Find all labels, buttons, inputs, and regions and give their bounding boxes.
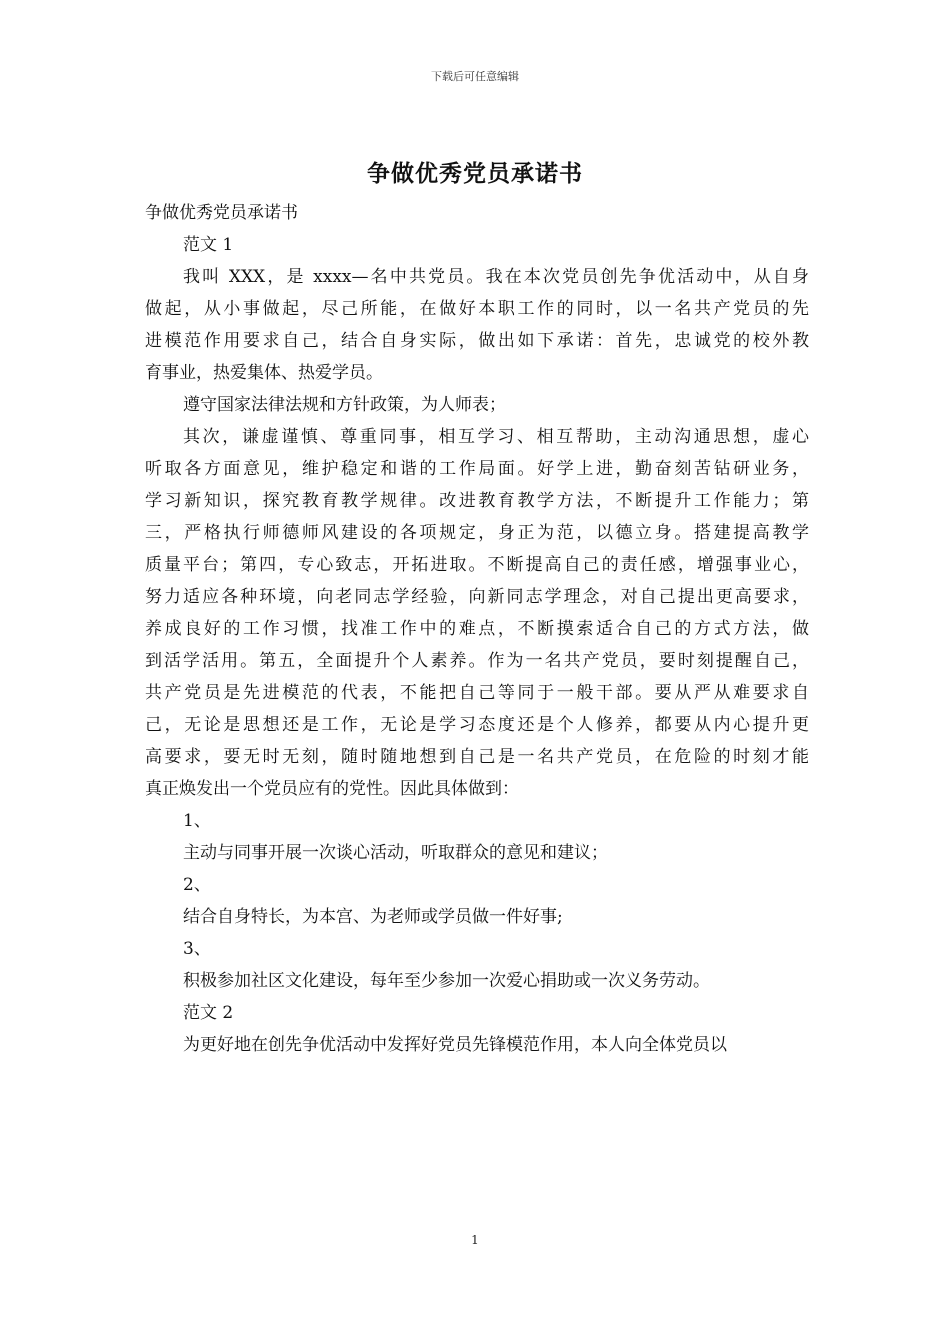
text-line: 己，无论是思想还是工作，无论是学习态度还是个人修养，都要从内心提升更 [145, 715, 809, 735]
text-line: 真正焕发出一个党员应有的党性。因此具体做到： [145, 779, 519, 799]
text-line: 做起，从小事做起，尽己所能，在做好本职工作的同时，以一名共产党员的先 [145, 299, 809, 319]
text-line: 其次，谦虚谨慎、尊重同事，相互学习、相互帮助，主动沟通思想，虚心 [183, 427, 809, 447]
list-number-3: 3、 [183, 939, 211, 959]
page-number: 1 [471, 1233, 479, 1247]
document-title: 争做优秀党员承诺书 [367, 160, 583, 187]
text-line: 进模范作用要求自己，结合自身实际，做出如下承诺：首先，忠诚党的校外教 [145, 331, 809, 351]
header-note: 下载后可任意编辑 [431, 70, 519, 83]
list-item-2: 结合自身特长，为本宫、为老师或学员做一件好事; [183, 907, 563, 927]
list-item-3: 积极参加社区文化建设，每年至少参加一次爱心捐助或一次义务劳动。 [183, 971, 710, 991]
text-line: 听取各方面意见，维护稳定和谐的工作局面。好学上进，勤奋刻苦钻研业务， [145, 459, 809, 479]
paragraph-commitments [145, 421, 809, 805]
text-line: 三，严格执行师德师风建设的各项规定，身正为范，以德立身。搭建提高教学 [145, 523, 809, 543]
document-body [145, 197, 809, 1061]
text-line: 养成良好的工作习惯，找准工作中的难点，不断摸索适合自己的方式方法，做 [145, 619, 809, 639]
list-item-1: 主动与同事开展一次谈心活动，听取群众的意见和建议； [183, 843, 608, 863]
text-line: 努力适应各种环境，向老同志学经验，向新同志学理念，对自己提出更高要求， [145, 587, 809, 607]
paragraph-sample-1-heading: 范文 1 [183, 235, 234, 255]
paragraph-sample-2-heading: 范文 2 [183, 1003, 234, 1023]
paragraph-intro [145, 261, 809, 389]
text-line: 育事业，热爱集体、热爱学员。 [145, 363, 383, 383]
text-line: 我叫 XXX，是 xxxx—名中共党员。我在本次党员创先争优活动中，从自身 [183, 267, 809, 287]
paragraph-obey-law: 遵守国家法律法规和方针政策，为人师表； [183, 395, 506, 415]
list-number-2: 2、 [183, 875, 211, 895]
paragraph-sample-2-intro: 为更好地在创先争优活动中发挥好党员先锋模范作用，本人向全体党员以 [183, 1035, 727, 1055]
text-line: 到活学活用。第五，全面提升个人素养。作为一名共产党员，要时刻提醒自己， [145, 651, 809, 671]
text-line: 高要求，要无时无刻，随时随地想到自己是一名共产党员，在危险的时刻才能 [145, 747, 809, 767]
text-line: 质量平台；第四，专心致志，开拓进取。不断提高自己的责任感，增强事业心， [145, 555, 809, 575]
subtitle: 争做优秀党员承诺书 [145, 203, 298, 223]
list-number-1: 1、 [183, 811, 211, 831]
text-line: 共产党员是先进模范的代表，不能把自己等同于一般干部。要从严从难要求自 [145, 683, 809, 703]
text-line: 学习新知识，探究教育教学规律。改进教育教学方法，不断提升工作能力；第 [145, 491, 809, 511]
